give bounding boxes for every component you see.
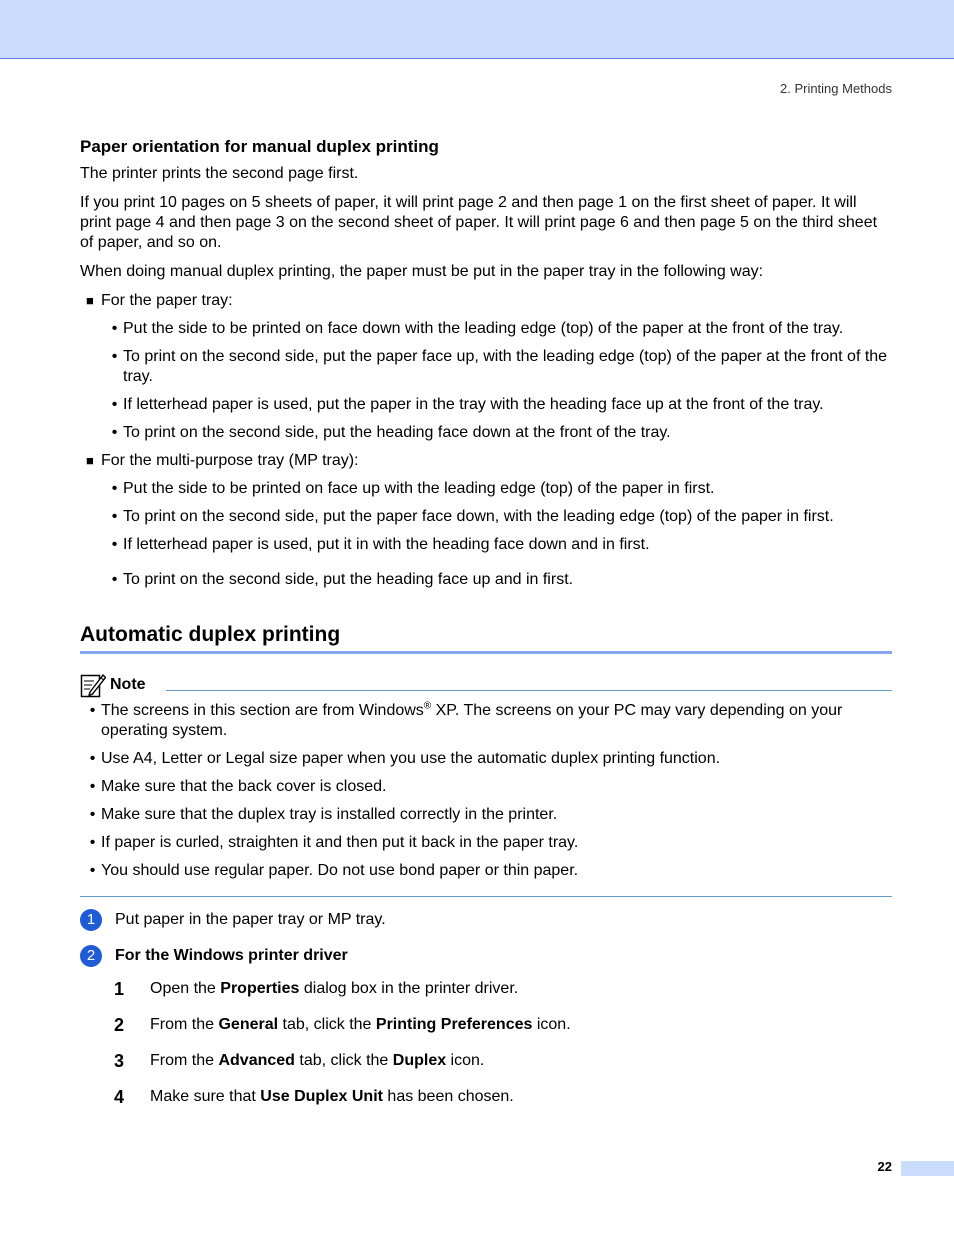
list-item <box>106 535 892 555</box>
step-2 <box>80 945 892 967</box>
note-item <box>84 701 892 741</box>
registered-mark: ® <box>423 700 432 712</box>
list-item <box>106 570 892 590</box>
substep <box>114 979 892 999</box>
note-header <box>80 672 892 698</box>
header-band <box>0 0 954 59</box>
note-list <box>80 701 892 897</box>
note-item <box>84 777 892 797</box>
manual-duplex-heading: Paper orientation for manual duplex printing <box>80 137 439 156</box>
bullet-icon: • <box>111 320 118 337</box>
list-item <box>106 347 892 387</box>
page-content <box>80 137 892 1123</box>
list-item-text: To print on the second side, put the heading face down at the front of the tray. <box>123 424 671 441</box>
substep-text: Open the Properties dialog box in the printer driver. <box>150 980 519 997</box>
list-item <box>106 395 892 415</box>
paragraph: When doing manual duplex printing, the paper must be put in the paper tray in the following way: <box>80 263 764 280</box>
note-text-part: XP. The screens on your PC may vary depending on your operating system. <box>101 702 843 739</box>
step-number-badge: 2 <box>80 945 102 967</box>
bullet-icon: • <box>111 424 118 441</box>
note-item-text: Make sure that the back cover is closed. <box>101 778 387 795</box>
substep-text: Make sure that Use Duplex Unit has been chosen. <box>150 1088 514 1105</box>
note-item-text <box>101 701 892 741</box>
bullet-icon: • <box>89 806 96 823</box>
bullet-icon: • <box>89 862 96 879</box>
bullet-icon: • <box>111 348 118 365</box>
paper-tray-label: For the paper tray: <box>101 292 233 309</box>
substep-list <box>80 979 892 1107</box>
mp-tray-label: For the multi-purpose tray (MP tray): <box>101 452 359 469</box>
note-item-text: If paper is curled, straighten it and then put it back in the paper tray. <box>101 834 579 851</box>
bullet-icon: • <box>89 702 96 719</box>
page-number: 22 <box>877 1159 892 1174</box>
note-item <box>84 805 892 825</box>
note-text-part: The screens in this section are from Windows <box>101 702 424 719</box>
substep-number: 2 <box>114 1015 125 1035</box>
substep <box>114 1087 892 1107</box>
paragraph: If you print 10 pages on 5 sheets of paper, it will print page 2 and then page 1 on the first sheet of paper. It will print page 4 and then page 3 on the second sheet of paper. It will print page 6 and then page 5 on the third sheet of paper, and so on. <box>80 194 878 251</box>
list-item-text: If letterhead paper is used, put the paper in the tray with the heading face up at the front of the tray. <box>123 396 824 413</box>
note-item-text: Use A4, Letter or Legal size paper when you use the automatic duplex printing function. <box>101 750 721 767</box>
note-pencil-icon <box>80 672 106 698</box>
substep-number: 1 <box>114 979 125 999</box>
substep <box>114 1015 892 1035</box>
step-text: For the Windows printer driver <box>115 947 348 964</box>
bullet-icon: • <box>111 508 118 525</box>
list-item <box>106 319 892 339</box>
list-item <box>106 479 892 499</box>
bullet-icon: • <box>111 571 118 588</box>
list-item-text: To print on the second side, put the paper face down, with the leading edge (top) of the paper in first. <box>123 508 834 525</box>
paragraph: The printer prints the second page first. <box>80 165 359 182</box>
list-item-text: To print on the second side, put the heading face up and in first. <box>123 571 574 588</box>
note-divider <box>166 690 892 691</box>
list-item <box>106 507 892 527</box>
square-bullet-icon: ■ <box>86 453 94 468</box>
bullet-icon: • <box>89 834 96 851</box>
running-header: 2. Printing Methods <box>779 81 892 96</box>
square-bullet-icon: ■ <box>86 293 94 308</box>
bullet-icon: • <box>89 750 96 767</box>
bullet-icon: • <box>89 778 96 795</box>
note-item-text: Make sure that the duplex tray is installed correctly in the printer. <box>101 806 558 823</box>
note-label: Note <box>110 676 146 693</box>
automatic-duplex-heading: Automatic duplex printing <box>80 623 892 654</box>
page-tab-marker <box>901 1161 954 1176</box>
substep-number: 4 <box>114 1087 125 1107</box>
step-text: Put paper in the paper tray or MP tray. <box>115 911 386 928</box>
list-item-text: If letterhead paper is used, put it in with the heading face down and in first. <box>123 536 650 553</box>
paper-tray-item <box>86 291 892 311</box>
step-number-badge: 1 <box>80 909 102 931</box>
note-item-text: You should use regular paper. Do not use bond paper or thin paper. <box>101 862 579 879</box>
bullet-icon: • <box>111 536 118 553</box>
note-item <box>84 833 892 853</box>
substep-number: 3 <box>114 1051 125 1071</box>
substep-text: From the Advanced tab, click the Duplex icon. <box>150 1052 485 1069</box>
bullet-icon: • <box>111 396 118 413</box>
list-item-text: Put the side to be printed on face up with the leading edge (top) of the paper in first. <box>123 480 715 497</box>
list-item-text: To print on the second side, put the paper face up, with the leading edge (top) of the paper at the front of the tray. <box>123 348 888 385</box>
bullet-icon: • <box>111 480 118 497</box>
step-1 <box>80 909 892 931</box>
substep <box>114 1051 892 1071</box>
note-item <box>84 749 892 769</box>
note-item <box>84 861 892 881</box>
mp-tray-item <box>86 451 892 471</box>
list-item-text: Put the side to be printed on face down with the leading edge (top) of the paper at the front of the tray. <box>123 320 844 337</box>
list-item <box>106 423 892 443</box>
substep-text: From the General tab, click the Printing Preferences icon. <box>150 1016 571 1033</box>
